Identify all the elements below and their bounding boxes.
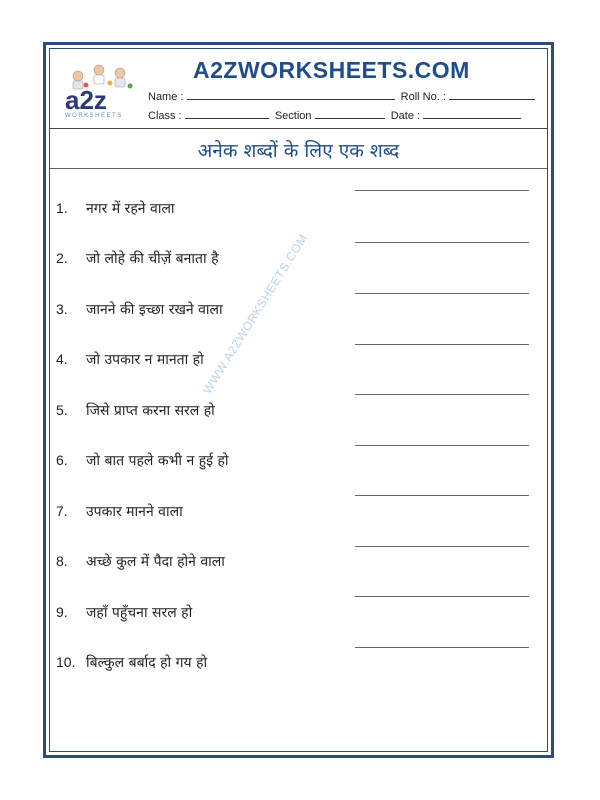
section-field[interactable]: [315, 108, 385, 119]
answer-line-7[interactable]: [355, 495, 529, 496]
worksheet-header: [50, 49, 547, 129]
name-label: Name :: [148, 91, 184, 103]
question-text: जानने की इच्छा रखने वाला: [86, 302, 223, 318]
question-text: जिसे प्राप्त करना सरल हो: [86, 403, 215, 419]
question-number: 3.: [56, 301, 68, 317]
student-info-row-2: [148, 108, 521, 122]
roll-label: Roll No. :: [400, 91, 446, 103]
answer-line-9[interactable]: [355, 596, 529, 597]
logo-text: a2z: [65, 85, 107, 115]
name-field[interactable]: [187, 89, 395, 100]
answer-line-4[interactable]: [355, 344, 529, 345]
class-label: Class :: [148, 110, 182, 122]
student-info-row-1: [148, 89, 535, 103]
answer-line-1[interactable]: [355, 190, 529, 191]
answer-line-6[interactable]: [355, 445, 529, 446]
question-number: 9.: [56, 604, 68, 620]
title-divider: [50, 168, 547, 169]
question-text: अच्छे कुल में पैदा होने वाला: [86, 554, 225, 570]
class-field[interactable]: [185, 108, 269, 119]
question-number: 7.: [56, 503, 68, 519]
a2z-logo: [62, 61, 144, 119]
answer-line-3[interactable]: [355, 293, 529, 294]
answer-line-8[interactable]: [355, 546, 529, 547]
site-title: A2ZWORKSHEETS.COM: [193, 57, 470, 83]
logo-subtext: WORKSHEETS: [65, 113, 123, 119]
question-text: जो लोहे की चीज़ें बनाता है: [86, 251, 219, 267]
worksheet-title: अनेक शब्दों के लिए एक शब्द: [197, 140, 400, 162]
answer-line-5[interactable]: [355, 394, 529, 395]
question-text: जो बात पहले कभी न हुई हो: [86, 453, 229, 469]
question-text: जहाँ पहुँचना सरल हो: [86, 605, 193, 621]
question-text: नगर में रहने वाला: [86, 201, 175, 217]
question-number: 1.: [56, 200, 68, 216]
worksheet-frame: [43, 42, 554, 758]
date-label: Date :: [390, 110, 421, 122]
roll-field[interactable]: [449, 89, 535, 100]
worksheet-inner-frame: [49, 48, 548, 752]
question-number: 8.: [56, 553, 68, 569]
question-text: उपकार मानने वाला: [86, 504, 183, 520]
question-text: बिल्कुल बर्बाद हो गय हो: [86, 655, 208, 671]
answer-line-10[interactable]: [355, 647, 529, 648]
answer-line-2[interactable]: [355, 242, 529, 243]
date-field[interactable]: [423, 108, 521, 119]
question-number: 6.: [56, 452, 68, 468]
question-number: 2.: [56, 250, 68, 266]
question-number: 10.: [56, 654, 76, 670]
section-label: Section: [274, 110, 312, 122]
question-number: 4.: [56, 351, 68, 367]
watermark: WWW.A2ZWORKSHEETS.COM: [200, 231, 311, 397]
question-number: 5.: [56, 402, 68, 418]
question-text: जो उपकार न मानता हो: [86, 352, 204, 368]
